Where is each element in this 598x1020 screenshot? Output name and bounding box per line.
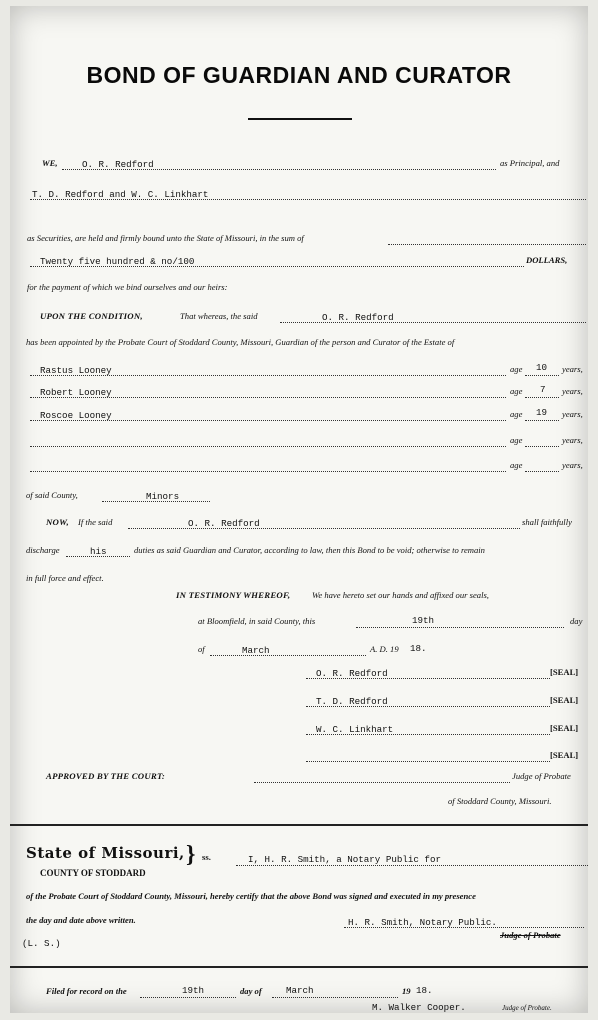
- we-label: WE,: [42, 158, 58, 168]
- years-label: years,: [562, 409, 583, 419]
- now-name: O. R. Redford: [188, 518, 260, 529]
- securities-text-rule: [388, 244, 586, 245]
- now-suffix: shall faithfully: [522, 517, 572, 527]
- section-divider: [10, 966, 588, 968]
- signature-name: T. D. Redford: [316, 696, 388, 707]
- filed-month: March: [286, 985, 314, 996]
- county-label: of said County,: [26, 490, 78, 500]
- notary-signature: H. R. Smith, Notary Public.: [348, 917, 497, 928]
- filed-year: 18.: [416, 985, 433, 996]
- ss-label: ss.: [202, 852, 211, 862]
- clerk-title: Judge of Probate.: [502, 1004, 552, 1012]
- testimony-month: March: [242, 645, 270, 656]
- condition-line: [10, 311, 588, 327]
- signature-row: [10, 750, 588, 766]
- principal-line: [10, 158, 588, 174]
- age-label: age: [510, 409, 523, 419]
- filed-day-label: day of: [240, 986, 262, 996]
- ward-row: [10, 364, 588, 380]
- ward-age: 10: [536, 362, 548, 373]
- brace: }: [186, 842, 196, 868]
- payment-text: for the payment of which we bind ourselves and our heirs:: [27, 282, 228, 292]
- seal-label: [SEAL]: [550, 723, 579, 733]
- date-text: the day and date above written.: [26, 915, 136, 925]
- approved-county: of Stoddard County, Missouri.: [448, 796, 552, 806]
- bond-document: [10, 6, 588, 1013]
- force-text: in full force and effect.: [26, 573, 104, 583]
- certify-line: [10, 891, 588, 907]
- seal-label: [SEAL]: [550, 695, 579, 705]
- now-line: [10, 517, 588, 533]
- force-line: [10, 573, 588, 589]
- ward-name: Roscoe Looney: [40, 410, 112, 421]
- condition-text: That whereas, the said: [180, 311, 258, 321]
- appointed-line: [10, 337, 588, 353]
- testimony-text: We have hereto set our hands and affixed our seals,: [312, 590, 489, 600]
- of-label: of: [198, 644, 205, 654]
- pronoun: his: [90, 546, 107, 557]
- filed-year-label: 19: [402, 986, 411, 996]
- sum-line: [10, 255, 588, 271]
- testimony-year: 18.: [410, 643, 427, 654]
- ward-row: [10, 409, 588, 425]
- principal-suffix: as Principal, and: [500, 158, 560, 168]
- clerk-line: [10, 1004, 588, 1020]
- dollars-label: DOLLARS,: [526, 255, 568, 265]
- county-value: Minors: [146, 491, 180, 502]
- signature-name: W. C. Linkhart: [316, 724, 394, 735]
- certificate-state-line: [10, 844, 588, 868]
- testimony-place-line: [10, 616, 588, 632]
- ward-row: [10, 386, 588, 402]
- testimony-label: IN TESTIMONY WHEREOF,: [176, 590, 291, 600]
- signature-name: O. R. Redford: [316, 668, 388, 679]
- notary-text: I, H. R. Smith, a Notary Public for: [248, 854, 441, 865]
- condition-name: O. R. Redford: [322, 312, 394, 323]
- ward-name: Robert Looney: [40, 387, 112, 398]
- years-label: years,: [562, 460, 583, 470]
- struck-judge-label: Judge of Probate: [500, 930, 561, 940]
- filed-day: 19th: [182, 985, 205, 996]
- securities-names-line: [10, 187, 588, 203]
- ward-row: [10, 460, 588, 476]
- approved-line: [10, 771, 588, 787]
- judge-label: Judge of Probate: [512, 771, 571, 781]
- securities-names: T. D. Redford and W. C. Linkhart: [32, 189, 209, 200]
- now-label: NOW,: [46, 517, 69, 527]
- age-label: age: [510, 364, 523, 374]
- age-label: age: [510, 435, 523, 445]
- sum-amount: Twenty five hundred & no/100: [40, 256, 195, 267]
- payment-line: [10, 282, 588, 298]
- document-title: BOND OF GUARDIAN AND CURATOR: [86, 62, 512, 88]
- county-heading: COUNTY OF STODDARD: [40, 868, 146, 878]
- signature-row: [10, 723, 588, 739]
- discharge-line: [10, 545, 588, 561]
- years-label: years,: [562, 386, 583, 396]
- certificate-county-line: [10, 868, 588, 884]
- securities-text: as Securities, are held and firmly bound unto the State of Missouri, in the sum of: [27, 233, 304, 243]
- condition-label: UPON THE CONDITION,: [40, 311, 143, 321]
- age-label: age: [510, 460, 523, 470]
- ward-name: Rastus Looney: [40, 365, 112, 376]
- ward-row: [10, 435, 588, 451]
- seal-label: [SEAL]: [550, 750, 579, 760]
- certify-date-line: [10, 915, 588, 931]
- testimony-day: 19th: [412, 615, 435, 626]
- years-label: years,: [562, 435, 583, 445]
- ward-age: 7: [540, 384, 546, 395]
- day-label: day: [570, 616, 583, 626]
- ls-label: (L. S.): [22, 938, 61, 949]
- certify-text: of the Probate Court of Stoddard County, Missouri, hereby certify that the above Bond was signed and executed in my presence: [26, 891, 476, 901]
- testimony-line: [10, 590, 588, 606]
- ad-label: A. D. 19: [370, 644, 399, 654]
- ward-age: 19: [536, 407, 548, 418]
- filed-line: [10, 986, 588, 1002]
- clerk-signature: M. Walker Cooper.: [372, 1002, 466, 1013]
- filed-label: Filed for record on the: [46, 986, 127, 996]
- securities-text-line: [10, 233, 588, 249]
- age-label: age: [510, 386, 523, 396]
- principal-name: O. R. Redford: [82, 159, 154, 170]
- place-text: at Bloomfield, in said County, this: [198, 616, 316, 626]
- discharge-label: discharge: [26, 545, 60, 555]
- approved-label: APPROVED BY THE COURT:: [46, 771, 166, 781]
- section-divider: [10, 824, 588, 826]
- approved-county-line: [10, 796, 588, 812]
- signature-row: [10, 695, 588, 711]
- testimony-date-line: [10, 644, 588, 660]
- years-label: years,: [562, 364, 583, 374]
- duties-text: duties as said Guardian and Curator, according to law, then this Bond to be void; otherwise to remain: [134, 545, 485, 555]
- county-line: [10, 490, 588, 506]
- seal-label: [SEAL]: [550, 667, 579, 677]
- now-text: If the said: [78, 517, 113, 527]
- appointed-text: has been appointed by the Probate Court of Stoddard County, Missouri, Guardian of the person and Curator of the Estate of: [26, 337, 455, 347]
- ls-line: [10, 938, 588, 954]
- signature-row: [10, 667, 588, 683]
- state-heading: State of Missouri,: [26, 844, 185, 862]
- title-underline: [248, 118, 352, 120]
